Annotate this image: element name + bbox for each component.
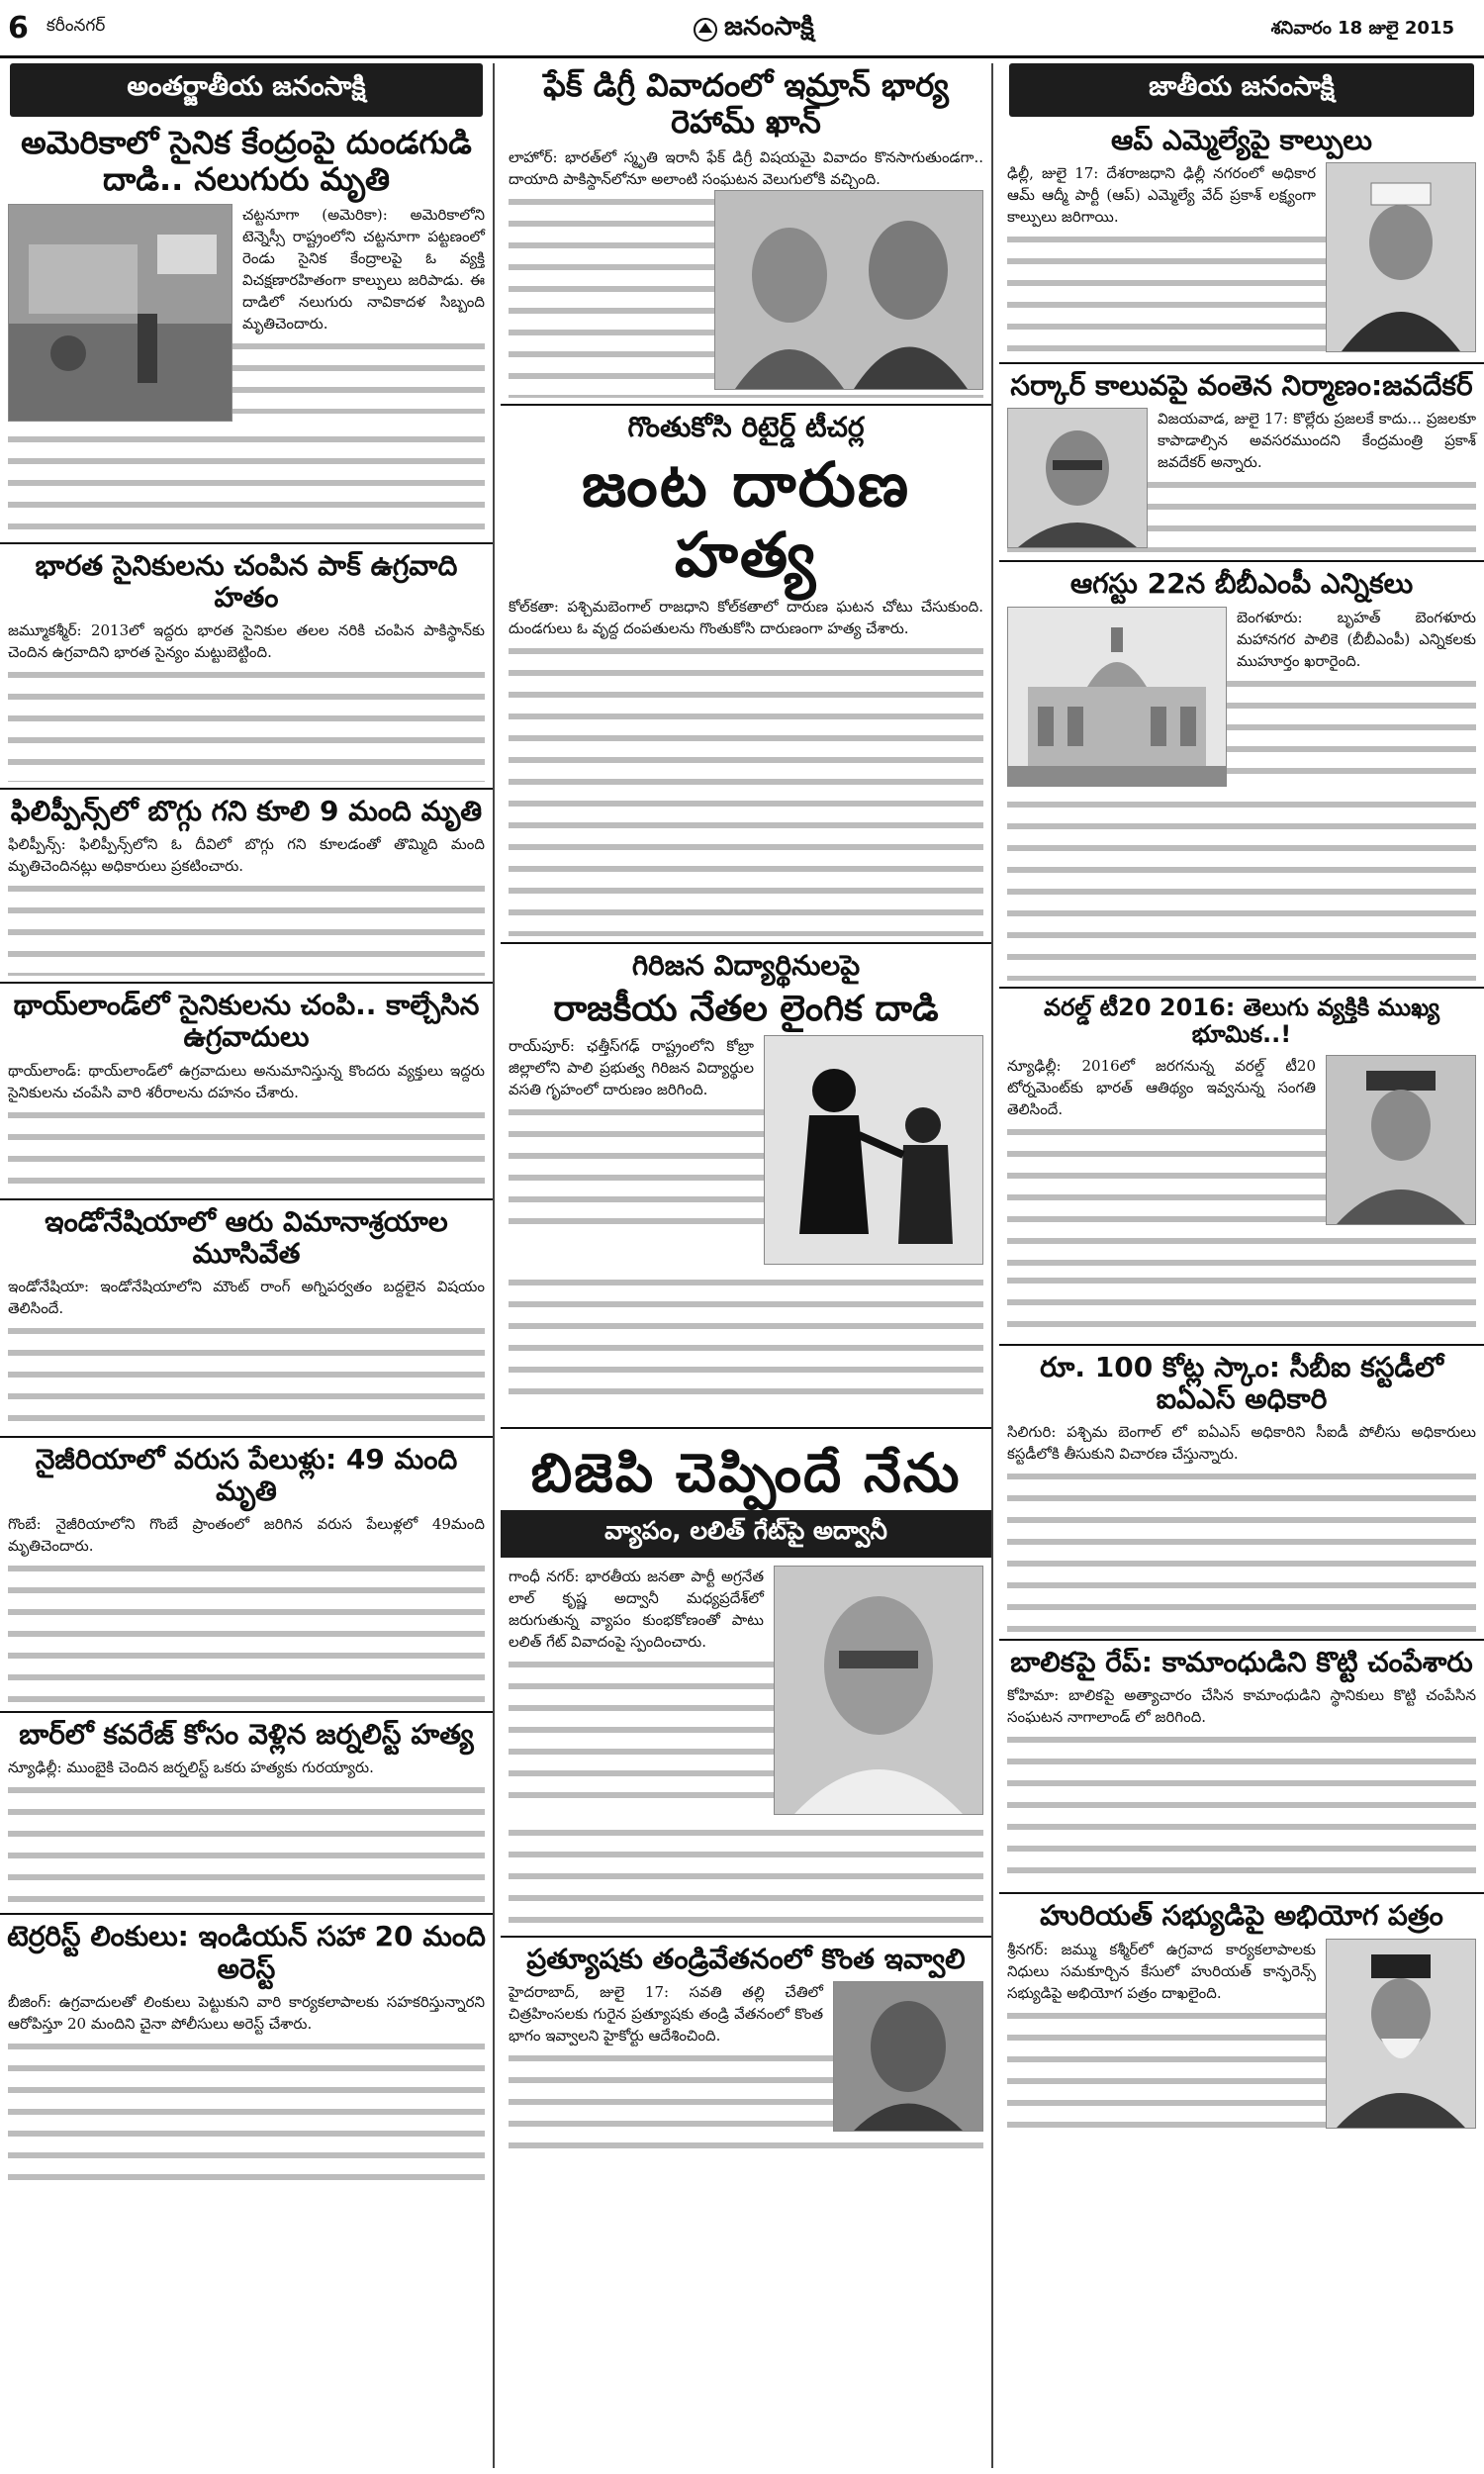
article-body-lines — [8, 1103, 485, 1192]
section-banner-international: అంతర్జాతీయ జనంసాక్షి — [10, 63, 483, 117]
headline-bbmp-elections: ఆగస్టు 22న బీబీఎంపీ ఎన్నికలు — [1069, 567, 1414, 601]
masthead-logo-icon — [693, 17, 718, 43]
headline-advani-bjp: బిజెపి చెప్పిందే నేను — [530, 1441, 962, 1504]
photo-placeholder-icon — [9, 205, 232, 421]
article-body-lines — [1007, 1465, 1476, 1633]
headline-world-t20: వరల్డ్ టీ20 2016: తెలుగు వ్యక్తికి ముఖ్య భూమిక..! — [1043, 993, 1440, 1049]
article-lead-aap-mla: ఢిల్లీ, జులై 17: దేశరాజధాని ఢిల్లీ నగరంలో అధికార ఆమ్ ఆద్మీ పార్టీ (ఆప్) ఎమ్మెల్యే వేద్ ప్రకాశ్ లక్ష్యంగా కాల్పులు జరిగాయి. — [1007, 164, 1316, 227]
masthead — [693, 12, 814, 48]
article-body-lines — [509, 1821, 983, 1930]
article-body-lines — [8, 1778, 485, 1907]
headline-us-military-attack: అమెరికాలో సైనిక కేంద్రంపై దుండగుడి దాడి.. నలుగురు మృతి — [21, 124, 472, 198]
photo-placeholder-icon — [1327, 1940, 1475, 2128]
crime-scene-photo — [8, 204, 232, 422]
photo-placeholder-icon — [1008, 409, 1147, 547]
article-lead-pratyusha: హైదరాబాద్, జులై 17: సవతి తల్లి చేతిలో చిత్రహింసలకు గురైన ప్రత్యూషకు తండ్రి వేతనంలో కొంత భాగం ఇవ్వాలని హైకోర్టు ఆదేశించింది. — [509, 1983, 823, 2046]
article-lead-kolkata-murder: కోల్‌కతా: పశ్చిమబెంగాల్ రాజధాని కోల్‌కతాలో దారుణ ఘటన చోటు చేసుకుంది. దుండగులు ఓ వృద్ధ దంపతులను గొంతుకోసి దారుణంగా హత్య చేశారు. — [509, 598, 983, 638]
edition-city: కరీంనగర్ — [46, 16, 106, 36]
hurriyat-member-photo — [1326, 1939, 1476, 2129]
headline-politicians-assault: రాజకీయ నేతల లైంగిక దాడి — [553, 988, 939, 1029]
national-column — [999, 63, 1484, 2468]
article-lead-advani: గాంధీ నగర్: భారతీయ జనతా పార్టీ అగ్రనేత లాల్ కృష్ణ అద్వానీ మధ్యప్రదేశ్‌లో జరుగుతున్న వ్యాపం కుంభకోణంతో పాటు లలిత్ గేట్ వివాదంపై స్పందించారు. — [509, 1568, 764, 1652]
photo-placeholder-icon — [1008, 608, 1226, 786]
advani-photo — [774, 1566, 983, 1815]
section-banner-national: జాతీయ జనంసాక్షి — [1009, 63, 1474, 117]
article-body-lines — [8, 1319, 485, 1430]
article-body-lines — [509, 1271, 983, 1409]
article-body-lines — [8, 877, 485, 976]
javadekar-photo — [1007, 408, 1148, 548]
article-lead-pak-militant: జమ్మూకశ్మీర్: 2013లో ఇద్దరు భారత సైనికుల తలల నరికి చంపిన పాకిస్థాన్‌కు చెందిన ఉగ్రవాదిని భారత సైన్యం మట్టుబెట్టింది. — [8, 620, 485, 661]
masthead-title: జనంసాక్షి — [724, 12, 814, 42]
issue-date: శనివారం 18 జులై 2015 — [1270, 18, 1454, 39]
headline-javadekar-bridge: సర్కార్‌ కాలువపై వంతెన నిర్మాణం:జవదేకర్ — [1010, 369, 1473, 403]
article-body-lines — [8, 2035, 485, 2183]
photo-placeholder-icon — [765, 1036, 982, 1264]
headline-indonesia-airports: ఇండోనేషియాలో ఆరు విమానాశ్రయాల మూసివేత — [45, 1204, 448, 1270]
assault-silhouette-photo — [764, 1035, 983, 1265]
article-lead-terror-links: బీజింగ్: ఉగ్రవాదులతో లింకులు పెట్టుకుని వారి కార్యకలాపాలకు సహకరిస్తున్నారని ఆరోపిస్తూ 20 మందిని చైనా పోలీసులు అరెస్ట్ చేశారు. — [8, 1992, 485, 2033]
headline-nigeria-blasts: నైజీరియాలో వరుస పేలుళ్లు: 49 మంది మృతి — [35, 1442, 458, 1508]
headline-hurriyat-chargesheet: హురియత్ సభ్యుడిపై అభియోగ పత్రం — [1040, 1899, 1443, 1933]
article-lead-philippines: ఫిలిప్పీన్స్: ఫిలిప్పీన్స్‌లోని ఓ దీవిలో బొగ్గు గని కూలడంతో తొమ్మిది మంది మృతిచెందినట్లు అధికారులు ప్రకటించారు. — [8, 835, 485, 876]
official-photo — [1326, 1055, 1476, 1225]
headline-terror-links-arrest: టెర్రరిస్ట్ లింకులు: ఇండియన్ సహా 20 మంది అరెస్ట్ — [7, 1920, 486, 1985]
article-body-lines — [8, 428, 485, 536]
headline-philippines-mine: ఫిలిప్పీన్స్‌లో బొగ్గు గని కూలి 9 మంది మృతి — [10, 794, 483, 827]
article-body-lines — [1007, 793, 1476, 981]
article-lead-world-t20: న్యూఢిల్లీ: 2016లో జరగనున్న వరల్డ్ టీ20 టోర్నమెంట్‌కు భారత్ ఆతిథ్యం ఇవ్వనున్న సంగతి తెలిసిందే. — [1007, 1056, 1316, 1118]
article-lead-journalist: న్యూఢిల్లీ: ముంబైకి చెందిన జర్నలిస్ట్ ఒకరు హత్యకు గురయ్యారు. — [8, 1759, 374, 1777]
center-column — [501, 63, 993, 2468]
headline-pak-militant-killed: భారత సైనికులను చంపిన పాక్ ఉగ్రవాది హతం — [35, 548, 458, 614]
article-body-lines — [509, 639, 983, 936]
reham-imran-photo — [714, 190, 983, 390]
headline-journalist-murder: బార్‌లో కవరేజ్ కోసం వెళ్లిన జర్నలిస్ట్ హత్య — [19, 1718, 474, 1752]
headline-ias-custody: రూ. 100 కోట్ల స్కాం: సీబీఐ కస్టడీలో ఐఏఎస్ అధికారి — [1040, 1350, 1443, 1415]
article-lead-thailand: థాయ్‌లాండ్: థాయ్‌లాండ్‌లో ఉగ్రవాదులు అనుమానిస్తున్న కొందరు వ్యక్తులు ఇద్దరు సైనికులను చంపేసి వారి శరీరాలను దహనం చేశారు. — [8, 1061, 485, 1101]
article-lead-nigeria: గొంబే: నైజీరియాలోని గొంబే ప్రాంతంలో జరిగిన వరుస పేలుళ్లలో 49మంది మృతిచెందారు. — [8, 1515, 485, 1556]
article-lead-us-attack: చట్టనూగా (అమెరికా): అమెరికాలోని టెన్నెస్సీ రాష్ట్రంలోని చట్టనూగా పట్టణంలో రెండు సైనిక కేంద్రాలపై ఓ వ్యక్తి విచక్షణారహితంగా కాల్పులు జరిపాడు. ఈ దాడిలో నలుగురు నావికాదళ సిబ్బంది మృతిచెందారు. — [242, 205, 485, 333]
article-lead-bbmp: బెంగళూరు: బృహత్ బెంగళూరు మహానగర పాలికె (బీబీఎంపీ) ఎన్నికలకు ముహూర్తం ఖరారైంది. — [1237, 608, 1476, 670]
article-lead-ias: సిలిగురి: పశ్చిమ బెంగాల్ లో ఐఏఎస్ అధికారిని సీఐడీ పోలీసు అధికారులు కస్టడీలోకి తీసుకుని విచారణ చేస్తున్నారు. — [1007, 1423, 1476, 1464]
article-lead-raipur: రాయ్‌పూర్: ఛత్తీస్‌గఢ్ రాష్ట్రంలోని కోబ్రా జిల్లాలోని పాలి ప్రభుత్వ గిరిజన విద్యార్థుల వసతి గృహంలో దారుణం జరిగింది. — [509, 1036, 754, 1098]
headline-reham-khan-degree: ఫేక్ డిగ్రీ వివాదంలో ఇమ్రాన్ భార్య రెహామ్ ఖాన్ — [543, 66, 949, 141]
kicker-tribal-students: గిరిజన విద్యార్థినులపై — [631, 949, 861, 983]
international-column — [0, 63, 495, 2468]
photo-placeholder-icon — [1327, 1056, 1475, 1224]
subheadline-vyapam-lalitgate: వ్యాపం, లలిత్ గేట్‌పై అద్వానీ — [501, 1510, 991, 1558]
article-lead-nagaland: కోహిమా: బాలికపై అత్యాచారం చేసిన కామాంధుడిని స్థానికులు కొట్టి చంపేసిన సంఘటన నాగాలాండ్ లో జరిగింది. — [1007, 1686, 1476, 1727]
headline-double-murder: జంట దారుణ హత్య — [581, 447, 911, 592]
headline-nagaland-lynching: బాలికపై రేప్: కామాంధుడిని కొట్టి చంపేశారు — [1010, 1646, 1473, 1679]
page-number: 6 — [8, 10, 29, 46]
article-lead-hurriyat: శ్రీనగర్: జమ్ము కశ్మీర్‌లో ఉగ్రవాద కార్యకలాపాలకు నిధులు సమకూర్చిన కేసులో హురియత్ కాన్ఫరెన్స్ సభ్యుడిపై అభియోగ పత్రం దాఖలైంది. — [1007, 1940, 1316, 2002]
bbmp-building-photo — [1007, 607, 1227, 787]
headline-thailand-soldiers: థాయ్‌లాండ్‌లో సైనికులను చంపి.. కాల్చేసిన ఉగ్రవాదులు — [13, 989, 480, 1054]
kicker-retired-teachers: గొంతుకోసి రిటైర్డ్ టీచర్ల — [627, 410, 865, 443]
page-header — [0, 0, 1484, 58]
photo-placeholder-icon — [834, 1982, 982, 2131]
headline-aap-mla-firing: ఆప్ ఎమ్మెల్యేపై కాల్పులు — [1111, 124, 1372, 156]
photo-placeholder-icon — [775, 1567, 982, 1814]
aap-mla-photo — [1326, 162, 1476, 352]
photo-placeholder-icon — [715, 191, 982, 389]
article-body-lines — [1007, 1269, 1476, 1338]
photo-placeholder-icon — [1327, 163, 1475, 351]
article-body-lines — [8, 663, 485, 782]
article-body-lines — [8, 1557, 485, 1705]
article-lead-javadekar: విజయవాడ, జులై 17: కొల్లేరు ప్రజలకే కాదు... ప్రజలకూ కాపాడాల్సిన అవసరముందని కేంద్రమంత్రి ప్రకాశ్ జవదేకర్ అన్నారు. — [1158, 410, 1476, 472]
pratyusha-photo — [833, 1981, 983, 2132]
article-body-lines — [1007, 1728, 1476, 1886]
article-lead-reham-khan: లాహోర్: భారత్‌లో స్మృతి ఇరానీ ఫేక్ డిగ్రీ విషయమై వివాదం కొనసాగుతుండగా.. దాయాది పాకిస్థాన్‌లోనూ అలాంటి సంఘటన వెలుగులోకి వచ్చింది. — [509, 147, 983, 188]
headline-pratyusha: ప్రత్యూషకు తండ్రివేతనంలో కొంత ఇవ్వాలి — [526, 1943, 966, 1976]
article-lead-indonesia: ఇండోనేషియా: ఇండోనేషియాలోని మౌంట్ రాంగ్ అగ్నిపర్వతం బద్దలైన విషయం తెలిసిందే. — [8, 1277, 485, 1317]
